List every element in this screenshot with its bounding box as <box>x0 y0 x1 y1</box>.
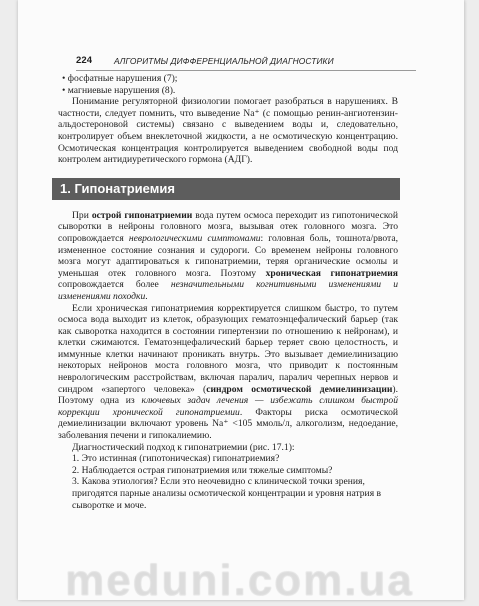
italic-term: незначительными когнитивными изменениями и изменениями походки <box>58 279 398 302</box>
italic-term: ключевых задач лечения — избежать слишком быстрой коррекции хронической гипонатриемии <box>58 395 398 418</box>
text-run: . Факторы риска осмотической демиелинизации включают уровень Na⁺ <105 ммоль/л, алкоголизм, недоедание, заболевания печени и гипокалиемию. <box>58 406 398 442</box>
text-run: Если хроническая гипонатриемия корректируется слишком быстро, то путем осмоса вода выходит из клеток, образующих гематоэнцефалический барьер (так как сыворотка находится в состоянии гипертензии по отношению к нейронам), и клетки сжимаются. Гематоэнцефалический барьер теряет свою целостность, и иммунные клетки начинают проникать внутрь. Это вызывает демиелинизацию некоторых нейронов моста головного мозга, что приводит к постоянным неврологическим расстройствам, включая паралич, паралич черепных нервов и синдром «запертого человека» ( <box>58 302 398 395</box>
text-run: : головная боль, тошнота/рвота, измененное состояние сознания и судороги. Со временем нейроны головного мозга могут адаптироваться к гипонатриемии, теряя органические осмолы и уменьшая отек головного мозга. Поэтому <box>58 232 399 279</box>
bold-term: хроническая гипонатриемия <box>265 267 398 279</box>
italic-term: неврологическими симптомами <box>128 232 261 244</box>
text-run: ). Поэтому одна из <box>58 383 398 407</box>
page-content <box>58 73 398 511</box>
text-run: . <box>145 290 148 302</box>
bold-term: острой гипонатриемии <box>91 209 193 221</box>
watermark: meduni.com.ua <box>65 556 414 605</box>
intro-paragraph: Понимание регуляторной физиологии помогает разобраться в нарушениях. В частности, следует помнить, что выведение Na⁺ (с помощью ренин-ангиотензин-альдостероновой системы) связано с выведением воды и, следовательно, контролирует объем внеклеточной жидкости, а не осмотическую концентрацию. Осмотическая концентрация контролируется выведением свободной воды под контролем антидиуретического гормона (АДГ). <box>58 96 398 166</box>
running-header <box>76 54 416 71</box>
page-number: 224 <box>76 55 93 66</box>
section-heading: 1. Гипонатриемия <box>52 178 400 200</box>
acute-hyponatremia-paragraph <box>58 210 398 303</box>
demyelination-paragraph <box>58 303 398 442</box>
bold-term: синдром осмотической демиелинизации <box>206 383 393 395</box>
text-run: вода путем осмоса переходит из гипотонической сыворотки в нейроны головного мозга, вызывая отек головного мозга. Это сопровождается <box>58 209 398 244</box>
text-run: сопровождается более <box>58 279 171 291</box>
diagnostic-steps <box>58 453 398 511</box>
bullet-item: • фосфатные нарушения (7); <box>62 73 178 84</box>
text-run: При <box>72 209 92 221</box>
bullet-item: • магниевые нарушения (8). <box>62 84 176 96</box>
running-title: АЛГОРИТМЫ ДИФФЕРЕНЦИАЛЬНОЙ ДИАГНОСТИКИ <box>114 56 334 66</box>
list-item: 3. Какова этиология? Если это неочевидно с клинической точки зрения, пригодятся парные анализы осмотической концентрации и уровня натрия в сыворотке и моче. <box>72 476 382 511</box>
list-item: 1. Это истинная (гипотоническая) гипонатриемия? <box>72 453 280 465</box>
diagnostic-intro: Диагностический подход к гипонатриемии (рис. 17.1): <box>72 441 295 453</box>
list-item: 2. Наблюдается острая гипонатриемия или тяжелые симптомы? <box>72 464 333 476</box>
